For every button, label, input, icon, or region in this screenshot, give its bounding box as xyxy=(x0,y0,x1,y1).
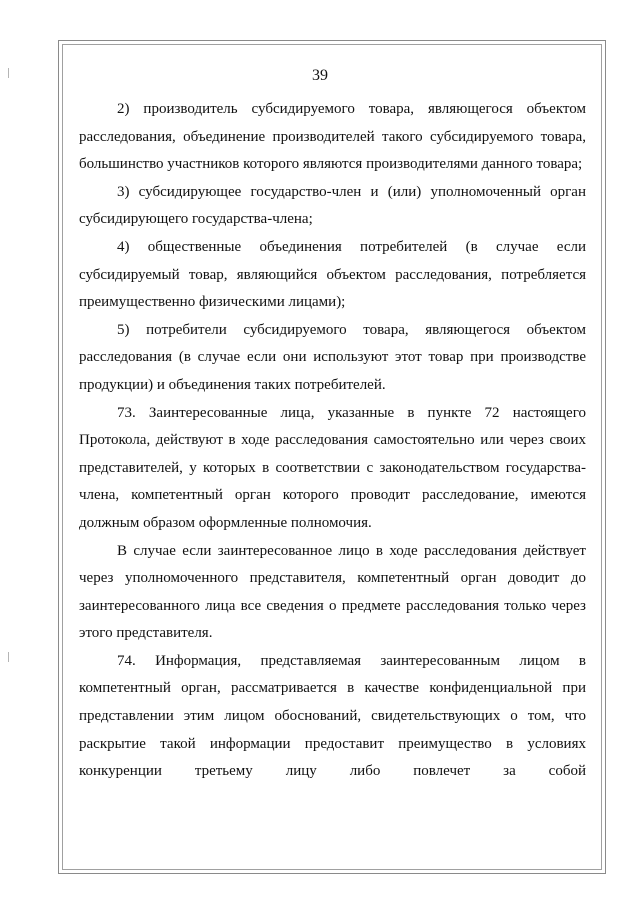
list-item-4: 4) общественные объединения потребителей (в случае если субсидируемый товар, являющийся объектом расследования, потребляется преимущественно физическими лицами); xyxy=(79,238,586,311)
paragraph-point-73: 73. Заинтересованные лица, указанные в пункте 72 настоящего Протокола, действуют в ходе расследования самостоятельно или через своих представителей, у которых в соответствии с законодательством государства-члена, компетентный орган которого проводит расследование, имеются должным образом оформленные полномочия. xyxy=(79,404,586,531)
list-item-3: 3) субсидирующее государство-член и (или) уполномоченный орган субсидирующего государства-члена; xyxy=(79,183,586,228)
list-item-2: 2) производитель субсидируемого товара, являющегося объектом расследования, объединение производителей такого субсидируемого товара, большинство участников которого являются производителями данного товара; xyxy=(79,101,586,173)
paragraph-point-74: 74. Информация, представляемая заинтересованным лицом в компетентный орган, рассматривается в качестве конфиденциальной при представлении этим лицом обоснований, свидетельствующих о том, что раскрытие такой информации предоставит преимущество в условиях конкуренции третьему лицу либо повлечет за собой xyxy=(79,652,586,780)
list-item-5: 5) потребители субсидируемого товара, являющегося объектом расследования (в случае если они используют этот товар при производстве продукции) и объединения таких потребителей. xyxy=(79,321,586,393)
document-body xyxy=(79,96,586,786)
paragraph-point-73-continued: В случае если заинтересованное лицо в ходе расследования действует через уполномоченного представителя, компетентный орган доводит до заинтересованного лица все сведения о предмете расследования только через этого представителя. xyxy=(79,542,586,642)
page-number: 39 xyxy=(312,67,328,84)
scan-artifact-left-bottom xyxy=(8,652,9,662)
